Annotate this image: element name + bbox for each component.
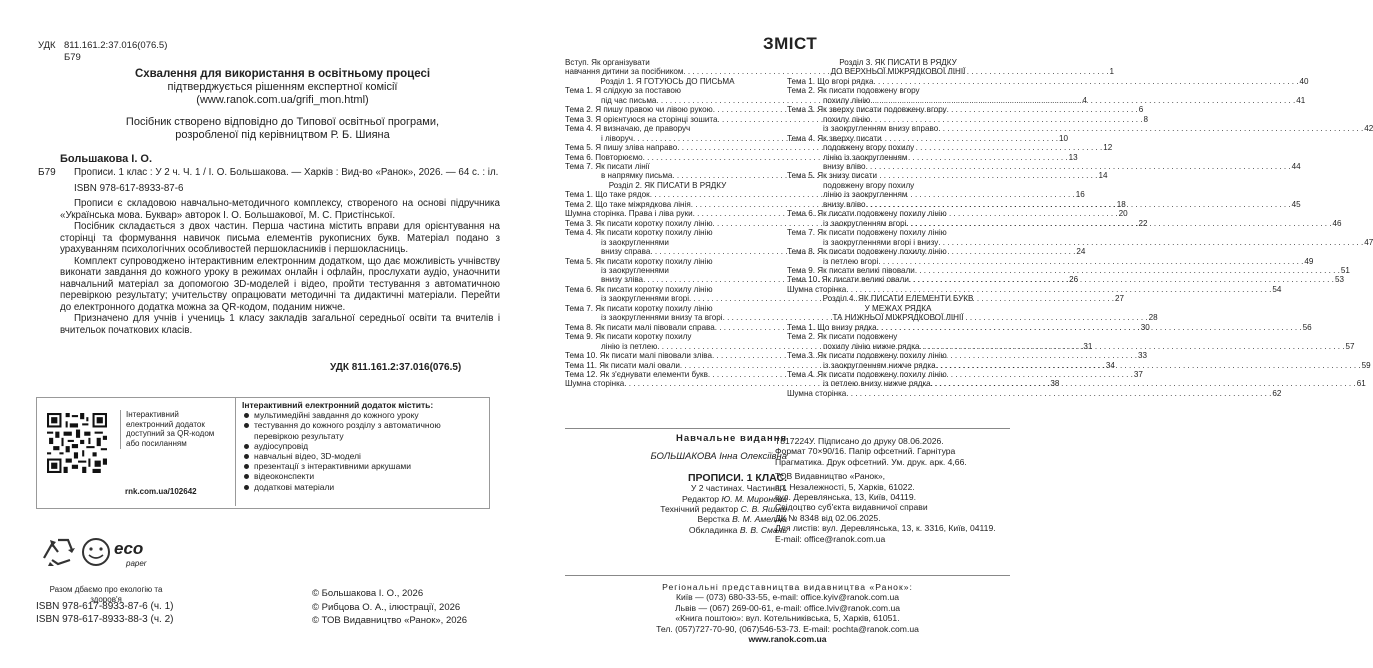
toc-item-line: похилу лінію	[823, 114, 871, 124]
toc-section-heading: Розділ 4. ЯК ПИСАТИ ЕЛЕМЕНТИ БУКВ	[822, 294, 974, 304]
toc-leader-dots	[846, 389, 1271, 398]
toc-entry-label: Тема 2. Що таке міжрядкова лінія	[565, 199, 691, 209]
toc-page-number: 26	[1069, 275, 1079, 285]
toc-page-number: 12	[1103, 143, 1113, 153]
print-info-line: Для листів: вул. Деревлянська, 13, к. 3316, Київ, 04119.	[775, 523, 996, 534]
isbn-line: ISBN 978-617-8933-87-6	[74, 182, 184, 194]
book-parts: У 2 частинах. Частина 1	[690, 483, 787, 494]
bbk-code: Б79	[64, 51, 81, 63]
toc-page-number: 53	[1334, 275, 1344, 285]
toc-item-line: Тема 8. Як писати подовжену похилу лінію	[787, 247, 947, 257]
approval-title: Схвалення для використання в освітньому процесі	[134, 68, 431, 80]
toc-entry-label: похилу лінію нижче рядка	[823, 341, 920, 351]
toc-leader-dots	[846, 285, 1271, 294]
toc-entry-label: із петлею внизу нижче рядка	[823, 379, 931, 389]
toc-page-number: 47	[1364, 237, 1373, 247]
toc-section-heading: ТА НИЖНЬОЇ МІЖРЯДКОВОЇ ЛІНІЇ	[832, 313, 964, 323]
feature-item: аудіосупровід	[250, 441, 482, 451]
catalog-text	[60, 167, 500, 336]
toc-item-line: Тема 7. Як писати подовжену похилу лінію	[787, 228, 947, 238]
toc-entry-label: із заокругленнями вгорі	[601, 294, 689, 304]
toc-page-number: 33	[1138, 351, 1148, 361]
toc-leader-dots	[938, 124, 1363, 133]
print-info-line: Свідоцтво суб'єкта видавничої справи	[775, 502, 928, 513]
toc-page-number: 24	[1076, 247, 1086, 257]
print-info-line: Т817224У. Підписано до друку 08.06.2026.	[775, 436, 944, 446]
udk-label: УДК	[38, 40, 56, 51]
toc-entry-label: із петлею вгорі	[823, 256, 879, 266]
toc-item-line: Тема 6. Як писати коротку похилу лінію	[565, 284, 713, 294]
toc-leader-dots	[874, 77, 1299, 86]
toc-entry-label: Шумна сторінка. Права і ліва руки	[565, 209, 693, 219]
toc-item-line: Тема 2. Як писати подовжену вгору	[787, 86, 920, 96]
toc-entry-label: Шумна сторінка	[565, 379, 625, 389]
toc-item-line: із заокругленнями	[601, 237, 669, 247]
udk-block	[38, 40, 167, 63]
credit-name: В. М. Амеліна	[732, 514, 787, 525]
imprint-left	[565, 420, 787, 535]
eco-paper-logo	[36, 520, 176, 580]
toc-item-line: Тема 6. Як писати подовжену похилу лінію	[787, 209, 947, 219]
toc-leader-dots	[866, 162, 1291, 171]
toc-page-number: 51	[1340, 265, 1350, 275]
credit-role: Технічний редактор	[660, 504, 739, 515]
toc-page-number: 14	[1098, 171, 1108, 181]
description-paragraph: Призначено для учнів і учениць 1 класу закладів загальної середньої освіти та вчителів і вчительок початкових класів.	[60, 313, 500, 336]
toc-item-line: подовжену вгору похилу	[823, 143, 915, 153]
print-info-line: E-mail: office@ranok.com.ua	[775, 533, 886, 544]
toc-page-number: 22	[1138, 218, 1148, 228]
toc-entry[interactable]	[787, 237, 1373, 247]
toc-page-number: 37	[1133, 369, 1143, 379]
print-info-line: вул. Деревлянська, 13, Київ, 04119.	[775, 492, 917, 503]
toc-leader-dots	[870, 96, 1295, 105]
credit-line	[565, 504, 787, 514]
toc-entry-label: внизу зліва	[601, 275, 644, 285]
eco-slogan: Разом дбаємо про екологію та здоров'я	[49, 585, 163, 604]
toc-entry-label: Тема 1. Що вгорі рядка	[787, 76, 874, 86]
toc-entry-label: Тема 9. Як писати великі півовали	[787, 265, 915, 275]
toc-page-number: 1	[1109, 67, 1114, 77]
toc-item-line: лінію із заокругленням	[823, 152, 908, 162]
feature-item: додаткові матеріали	[250, 482, 482, 492]
feature-item: відеоконспекти	[250, 471, 482, 481]
toc-section-heading: ДО ВЕРХНЬОЇ МІЖРЯДКОВОЇ ЛІНІЇ	[830, 67, 966, 77]
isbn-block	[36, 600, 174, 626]
toc-entry-label: навчання дитини за посібником	[565, 67, 684, 77]
svg-text:paper: paper	[126, 559, 147, 568]
regional-block	[565, 582, 1010, 644]
toc-entry-label: Шумна сторінка	[787, 388, 847, 398]
toc-entry-label: із заокругленнями внизу та вгорі	[601, 313, 723, 323]
toc-leader-dots	[909, 275, 1334, 284]
credit-role: Обкладинка	[688, 524, 738, 535]
toc-leader-dots	[938, 238, 1363, 247]
toc-entry-label: Тема 6. Повторюємо	[565, 152, 643, 162]
toc-entry[interactable]	[787, 256, 1314, 266]
toc-entry-label: внизу вліво	[823, 161, 866, 171]
toc-entry-label: із заокругленням вгорі	[823, 218, 907, 228]
udk-bottom: УДК 811.161.2:37.016(076.5)	[330, 362, 462, 373]
regional-line: «Книга поштою»: вул. Котельниківська, 5, Харків, 61051.	[675, 613, 900, 624]
toc-leader-dots	[877, 323, 1302, 332]
toc-entry-label: Шумна сторінка	[787, 284, 847, 294]
toc-entry-label: під час письма	[601, 95, 657, 105]
features-list	[242, 400, 482, 492]
feature-item: навчальні відео, 3D-моделі	[250, 451, 482, 461]
toc-page-number: 38	[1050, 379, 1060, 389]
copyright-line: © Рибцова О. А., ілюстрації, 2026	[312, 601, 461, 613]
toc-item-line: Тема 2. Як писати подовжену	[787, 332, 898, 342]
isbn-part-2: ISBN 978-617-8933-88-3 (ч. 2)	[36, 614, 174, 625]
toc-page-number: 54	[1272, 284, 1282, 294]
toc-entry[interactable]	[787, 284, 1282, 294]
description-paragraph: Посібник складається з двох частин. Перша частина містить вправи для орієнтування на сторінці та формування навичок письма елементів рукописних букв. Матеріал подано з урахуванням психологічних особливостей першокласників і першокласниць.	[60, 221, 500, 255]
toc-page-number: 28	[1148, 313, 1158, 323]
website-link[interactable]: www.ranok.com.ua	[748, 634, 827, 645]
toc-item-line: лінію із заокругленням	[823, 190, 908, 200]
toc-page-number: 57	[1345, 341, 1355, 351]
toc-page-number: 56	[1302, 322, 1312, 332]
toc-item-line: Тема 3. Як зверху писати подовжену вгору	[787, 105, 947, 115]
toc-page-number: 18	[1116, 199, 1126, 209]
toc-page-number: 13	[1068, 152, 1078, 162]
toc-entry-label: внизу вліво	[823, 199, 866, 209]
edition-type: Навчальне видання	[676, 433, 787, 444]
right-page	[525, 0, 1373, 668]
toc-leader-dots	[915, 266, 1340, 275]
toc-item-line: Тема 9. Як писати коротку похилу	[565, 332, 692, 342]
credit-line	[565, 525, 787, 535]
print-info-line: пр. Незалежності, 5, Харків, 61022.	[775, 481, 915, 492]
credit-name: С. В. Яшиш	[740, 504, 787, 515]
udk-value: 811.161.2:37.016(076.5)	[64, 40, 168, 51]
svg-text:eco: eco	[114, 539, 144, 558]
toc-entry[interactable]	[787, 388, 1282, 398]
toc-item-line: Тема 4. Як писати коротку похилу лінію	[565, 228, 713, 238]
toc-entry-label: Тема 10. Як писати малі півовали зліва	[565, 351, 712, 361]
toc-title: ЗМІСТ	[763, 34, 818, 53]
feature-item: тестування до кожного розділу з автоматичною перевіркою результату	[250, 420, 482, 440]
toc-page-number: 8	[1143, 114, 1149, 124]
toc-entry[interactable]	[787, 161, 1301, 171]
print-info-line: ДК № 8348 від 02.06.2025.	[775, 512, 881, 523]
toc-page-number: 45	[1291, 199, 1301, 209]
author-full-text: БОЛЬШАКОВА Інна Олексіївна	[650, 451, 787, 463]
catalog-code: Б79	[38, 167, 56, 178]
toc-item-line: із заокругленнями	[601, 265, 669, 275]
toc-page-number: 41	[1296, 95, 1306, 105]
toc-page-number: 44	[1291, 161, 1301, 171]
credit-role: Редактор	[682, 493, 720, 504]
approval-block	[60, 68, 505, 142]
toc-page-number: 30	[1140, 322, 1150, 332]
divider-line	[565, 575, 1010, 576]
toc-entry-label: в напрямку письма	[601, 171, 673, 181]
toc-section-heading: Розділ 1. Я ГОТУЮСЬ ДО ПИСЬМА	[600, 76, 735, 86]
toc-leader-dots	[878, 257, 1303, 266]
toc-entry-label: Тема 5. Я пишу зліва направо	[565, 143, 678, 153]
toc-page-number: 10	[1058, 133, 1068, 143]
toc-item-line: Тема 7. Як писати лінії	[565, 161, 650, 171]
toc-page-number: 59	[1361, 360, 1371, 370]
toc-page-number: 6	[1138, 105, 1144, 115]
toc-entry-label: із заокругленням нижче рядка	[823, 360, 936, 370]
toc-item-line: Тема 4. Як писати подовжену похилу лінію	[787, 369, 947, 379]
qr-link[interactable]: rnk.com.ua/102642	[125, 487, 197, 496]
toc-section-heading: Розділ 2. ЯК ПИСАТИ В РЯДКУ	[608, 180, 727, 190]
print-info-line: ТОВ Видавництво «Ранок»,	[775, 471, 886, 482]
toc-item-line: Вступ. Як організувати	[565, 58, 650, 67]
toc-entry-label: Тема 2. Я пишу правою чи лівою рукою	[565, 105, 713, 115]
toc-item-line: подовжену вгору похилу	[823, 180, 915, 190]
print-info-line: Прагматика. Друк офсетний. Ум. друк. арк. 4,66.	[775, 456, 967, 467]
imprint-right	[775, 436, 1025, 544]
description-paragraph: Комплект супроводжено інтерактивним електронним додатком, що дає можливість учнівству виконати завдання до кожного уроку в режимах онлайн і офлайн, прослухати аудіо, унаочнити навчальний матеріал за допомогою 3D-моделей і відео, пройти тестування з автоматичною перевіркою результату; учительству опрацювати методичні та дидактичні матеріали. Перейти до електронного додатка можна за QR-кодом, поданим нижче.	[60, 255, 500, 313]
print-info-line: Формат 70×90/16. Папір офсетний. Гарнітура	[775, 446, 956, 457]
toc-item-line: Тема 5. Як писати коротку похилу лінію	[565, 256, 713, 266]
credit-line	[565, 514, 787, 524]
toc-page-number: 16	[1075, 190, 1085, 200]
author-full	[565, 452, 787, 462]
isbn-part-1: ISBN 978-617-8933-87-6 (ч. 1)	[36, 601, 174, 612]
feature-item: мультимедійні завдання до кожного уроку	[250, 410, 482, 420]
toc-entry-label: Тема 1. Що внизу рядка	[787, 322, 877, 332]
author-heading: Большакова І. О.	[60, 153, 153, 165]
toc-item-line: Тема 1. Я слідкую за поставою	[565, 86, 681, 96]
toc-page-number: 31	[1083, 341, 1093, 351]
toc-leader-dots	[920, 342, 1345, 351]
toc-entry-label: лінію із петлею	[601, 341, 658, 351]
toc-leader-dots	[936, 361, 1361, 370]
regional-line: Львів — (067) 269-00-61, e-mail: office.lviv@ranok.com.ua	[674, 602, 901, 613]
toc-entry-label: Тема 10. Як писати великі овали	[787, 275, 909, 285]
toc-page-number: 62	[1272, 388, 1282, 398]
program-line-2: розробленої під керівництвом Р. Б. Шияна	[175, 129, 390, 141]
approval-url: (www.ranok.com.ua/grifi_mon.html)	[196, 94, 369, 106]
toc-leader-dots	[931, 379, 1356, 388]
copyright-block	[312, 587, 467, 628]
toc-page-number: 27	[1115, 294, 1125, 304]
toc-page-number: 61	[1356, 379, 1366, 389]
catalog-entry: Прописи. 1 клас : У 2 ч. Ч. 1 / І. О. Большакова. — Харків : Вид-во «Ранок», 2026. — 64 с. : іл.	[74, 167, 499, 178]
toc-section-heading: Розділ 3. ЯК ПИСАТИ В РЯДКУ	[839, 58, 957, 67]
toc-entry[interactable]	[787, 76, 1309, 86]
toc-item-line: Тема 4. Я визначаю, де праворуч	[565, 124, 691, 134]
toc-page-number: 20	[1118, 209, 1128, 219]
toc-page-number: 49	[1304, 256, 1314, 266]
box-divider	[235, 398, 236, 506]
toc-item-line: Тема 4. Як зверху писати	[787, 133, 882, 143]
approval-line: підтверджується рішенням експертної комісії	[167, 81, 398, 93]
toc-entry-label: Тема 8. Як писати малі півовали справа	[565, 322, 715, 332]
toc-entry-label: Тема 12. Як з'єднувати елементи букв	[565, 369, 708, 379]
description-paragraph: Прописи є складовою навчально-методичного комплексу, створеного на основі підручника «Українська мова. Буквар» авторок І. О. Большакової, М. С. Пристінської.	[60, 198, 500, 221]
toc-entry-label: і ліворуч	[601, 133, 633, 143]
regional-line: Тел. (057)727-70-90, (067)546-53-73. E-mail: pochta@ranok.com.ua	[656, 623, 919, 634]
recycle-icon	[44, 540, 75, 566]
book-title: ПРОПИСИ. 1 КЛАС.	[688, 471, 787, 484]
regional-title: Регіональні представництва видавництва «Ранок»:	[662, 582, 913, 592]
toc-page-number: 34	[1105, 360, 1115, 370]
toc-entry-label: із заокругленнями вгорі і внизу	[823, 237, 939, 247]
toc-item-line: Тема 3. Як писати подовжену похилу лінію	[787, 351, 947, 361]
credit-role: Верстка	[697, 514, 730, 525]
toc-entry-label: Тема 1. Що таке рядок	[565, 190, 650, 200]
toc-item-line: Тема 7. Як писати коротку похилу лінію	[565, 303, 713, 313]
regional-line: Київ — (073) 680-33-55, e-mail: office.kyiv@ranok.com.ua	[675, 592, 900, 603]
toc-page-number: 46	[1332, 218, 1342, 228]
toc-item-line: Тема 5. Як знизу писати	[787, 171, 878, 181]
qr-code-icon[interactable]	[47, 413, 107, 473]
toc-section-heading: У МЕЖАХ РЯДКА	[864, 303, 932, 313]
toc-page-number: 42	[1364, 124, 1373, 134]
toc-entry-label: Тема 3. Як писати коротку похилу лінію	[565, 218, 713, 228]
qr-description: Інтерактивний електронний додаток доступний за QR-кодом або посиланням	[120, 410, 226, 449]
credit-line	[565, 494, 787, 504]
credit-name: В. В. Смаль	[739, 524, 787, 535]
toc-entry-label: похилу лінію	[823, 95, 871, 105]
toc-leader-dots	[866, 200, 1291, 209]
left-page	[0, 0, 525, 668]
credit-name: Ю. М. Миронова	[721, 493, 787, 504]
copyright-line: © ТОВ Видавництво «Ранок», 2026	[312, 615, 468, 626]
toc-page-number: 40	[1299, 76, 1309, 86]
toc-entry-label: із заокругленням внизу вправо	[823, 124, 939, 134]
toc-entry-label: Тема 3. Я орієнтуюся на сторінці зошита	[565, 114, 718, 124]
toc-entry[interactable]	[787, 265, 1350, 275]
program-line-1: Посібник створено відповідно до Типової освітньої програми,	[125, 116, 440, 128]
toc-entry[interactable]	[787, 124, 1373, 134]
toc-entry-label: внизу справа	[601, 247, 651, 257]
interactive-addon-box	[36, 397, 490, 509]
toc-entry-label: Тема 11. Як писати малі овали	[565, 360, 680, 370]
toc-entry[interactable]	[787, 95, 1306, 105]
smile-icon	[83, 539, 109, 565]
copyright-line: © Большакова І. О., 2026	[312, 588, 424, 599]
toc-page-number: 4	[1082, 95, 1087, 105]
features-title: Інтерактивний електронний додаток містить:	[242, 400, 434, 410]
feature-item: презентації з інтерактивними аркушами	[250, 461, 482, 471]
toc-leader-dots	[906, 219, 1331, 228]
